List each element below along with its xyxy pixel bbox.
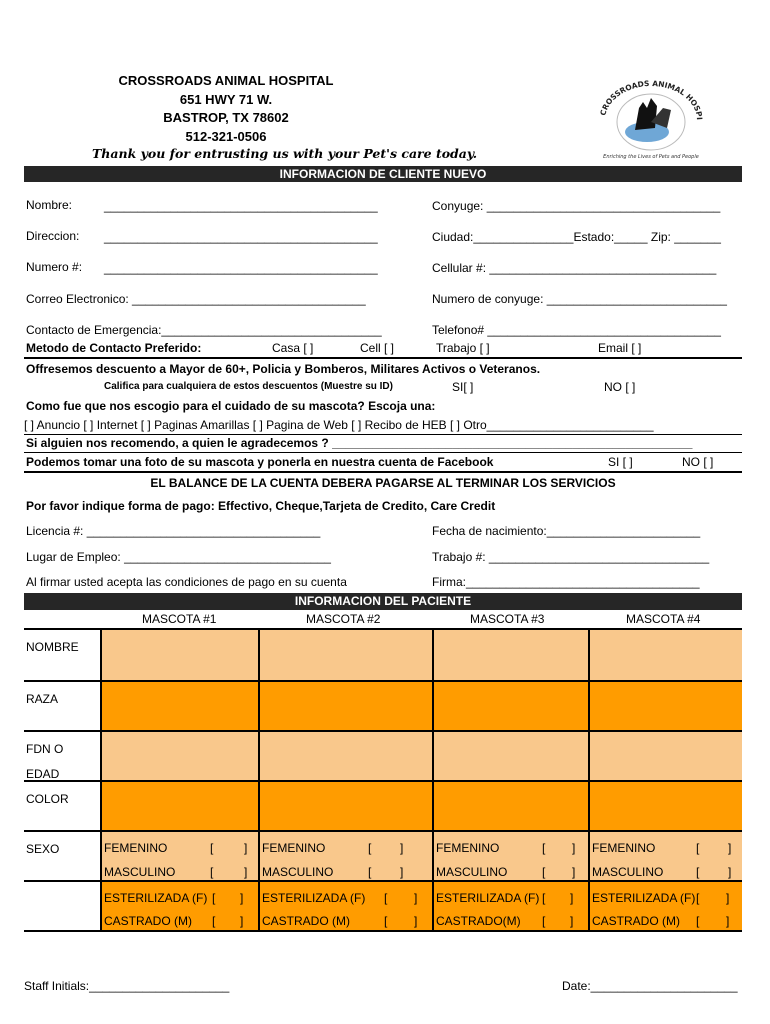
nombre-cell-1[interactable]	[100, 630, 258, 680]
sexo-cell-2	[258, 832, 432, 880]
conyuge-field[interactable]: Conyuge: ___________________________________	[432, 199, 721, 213]
date-field[interactable]: Date:______________________	[562, 979, 738, 993]
row-label-edad: EDAD	[26, 767, 60, 781]
esterilizada-option[interactable]: ESTERILIZADA (F)	[436, 891, 540, 905]
bracket: ]	[728, 841, 732, 855]
casa-checkbox[interactable]: Casa [ ]	[272, 341, 314, 355]
nombre-label: Nombre:	[26, 198, 73, 212]
divider	[24, 471, 742, 473]
raza-cell-4[interactable]	[588, 682, 742, 730]
bracket: [	[542, 865, 546, 879]
section-client-title: INFORMACION DE CLIENTE NUEVO	[24, 166, 742, 182]
divider	[24, 434, 742, 435]
bracket: ]	[244, 865, 248, 879]
balance-notice: EL BALANCE DE LA CUENTA DEBERA PAGARSE AL TERMINAR LOS SERVICIOS	[150, 476, 616, 490]
bracket: ]	[240, 914, 244, 928]
bracket: ]	[572, 865, 576, 879]
califica-text: Califica para cualquiera de estos descuentos (Muestre su ID)	[104, 381, 393, 392]
bracket: [	[696, 891, 700, 905]
femenino-option[interactable]: FEMENINO	[436, 841, 500, 855]
color-cell-4[interactable]	[588, 782, 742, 830]
logo-arc-text: CROSSROADS ANIMAL HOSPI	[598, 78, 705, 121]
fix-cell-2	[258, 882, 432, 930]
masculino-option[interactable]: MASCULINO	[262, 865, 334, 879]
column-mascota-1: MASCOTA #1	[142, 612, 217, 626]
telefono-field[interactable]: Telefono# ___________________________________	[432, 323, 721, 337]
clinic-logo	[595, 78, 707, 162]
bracket: [	[368, 841, 372, 855]
bracket: ]	[572, 841, 576, 855]
bracket: ]	[414, 891, 418, 905]
fix-cell-4	[588, 882, 742, 930]
table-row	[24, 732, 742, 782]
bracket: [	[210, 841, 214, 855]
numero-conyuge-field[interactable]: Numero de conyuge: ___________________________	[432, 292, 727, 306]
bracket: [	[542, 891, 546, 905]
descuento-si-checkbox[interactable]: SI[ ]	[452, 380, 474, 394]
edad-cell-1[interactable]	[100, 732, 258, 780]
bracket: [	[210, 865, 214, 879]
edad-cell-4[interactable]	[588, 732, 742, 780]
nombre-cell-4[interactable]	[588, 630, 742, 680]
bracket: ]	[726, 914, 730, 928]
sexo-cell-3	[432, 832, 588, 880]
bracket: ]	[726, 891, 730, 905]
ciudad-estado-zip-field[interactable]: Ciudad:_______________Estado:_____ Zip: _______	[432, 230, 721, 244]
color-cell-1[interactable]	[100, 782, 258, 830]
logo-slogan: Enriching the Lives of Pets and People	[603, 154, 699, 160]
descuento-no-checkbox[interactable]: NO [ ]	[604, 380, 636, 394]
forma-pago-text: Por favor indique forma de pago: Effectivo, Cheque,Tarjeta de Credito, Care Credit	[26, 499, 496, 513]
bracket: [	[384, 891, 388, 905]
femenino-option[interactable]: FEMENINO	[104, 841, 168, 855]
bracket: ]	[244, 841, 248, 855]
nacimiento-field[interactable]: Fecha de nacimiento:_______________________	[432, 524, 701, 538]
bracket: ]	[414, 914, 418, 928]
sexo-cell-1	[100, 832, 258, 880]
fix-cell-3	[432, 882, 588, 930]
edad-cell-2[interactable]	[258, 732, 432, 780]
masculino-option[interactable]: MASCULINO	[436, 865, 508, 879]
masculino-option[interactable]: MASCULINO	[104, 865, 176, 879]
bracket: ]	[728, 865, 732, 879]
esterilizada-option[interactable]: ESTERILIZADA (F)	[104, 891, 208, 905]
divider	[24, 452, 742, 453]
trabajo-numero-field[interactable]: Trabajo #: _________________________________	[432, 550, 710, 564]
raza-cell-2[interactable]	[258, 682, 432, 730]
fix-cell-1	[100, 882, 258, 930]
bracket: [	[212, 914, 216, 928]
column-mascota-4: MASCOTA #4	[626, 612, 701, 626]
table-row	[24, 682, 742, 732]
column-mascota-2: MASCOTA #2	[306, 612, 381, 626]
table-row	[24, 630, 742, 682]
castrado-option[interactable]: CASTRADO (M)	[592, 914, 680, 928]
descuento-text: Offresemos descuento a Mayor de 60+, Policia y Bomberos, Militares Activos o Veteranos.	[26, 362, 541, 376]
column-mascota-3: MASCOTA #3	[470, 612, 545, 626]
section-patient-title: INFORMACION DEL PACIENTE	[24, 593, 742, 610]
table-row	[24, 832, 742, 882]
castrado-option[interactable]: CASTRADO(M)	[436, 914, 521, 928]
staff-initials-field[interactable]: Staff Initials:_____________________	[24, 979, 230, 993]
licencia-field[interactable]: Licencia #: ___________________________________	[26, 524, 321, 538]
row-label-sexo: SEXO	[26, 842, 60, 856]
divider	[24, 357, 742, 359]
bracket: ]	[400, 841, 404, 855]
clinic-street: 651 HWY 71 W.	[179, 91, 273, 107]
patient-table	[24, 628, 742, 930]
bracket: [	[212, 891, 216, 905]
bracket: [	[384, 914, 388, 928]
bracket: [	[696, 914, 700, 928]
direccion-label: Direccion:	[26, 229, 80, 243]
castrado-option[interactable]: CASTRADO (M)	[104, 914, 192, 928]
row-label-fdn: FDN O	[26, 742, 64, 756]
empleo-field[interactable]: Lugar de Empleo: _______________________________	[26, 550, 331, 564]
metodo-contacto-label: Metodo de Contacto Preferido:	[26, 341, 202, 355]
color-cell-3[interactable]	[432, 782, 588, 830]
femenino-option[interactable]: FEMENINO	[592, 841, 656, 855]
recomendo-field[interactable]: Si alguien nos recomendo, a quien le agradecemos ? ______________________________________________________	[26, 436, 693, 450]
trabajo-checkbox[interactable]: Trabajo [ ]	[436, 341, 490, 355]
correo-field[interactable]: Correo Electronico: ___________________________________	[26, 292, 366, 306]
cell-checkbox[interactable]: Cell [ ]	[360, 341, 395, 355]
email-checkbox[interactable]: Email [ ]	[598, 341, 642, 355]
clinic-city: BASTROP, TX 78602	[163, 110, 289, 125]
table-row	[24, 782, 742, 832]
masculino-option[interactable]: MASCULINO	[592, 865, 664, 879]
foto-no-checkbox[interactable]: NO [ ]	[682, 455, 714, 469]
esterilizada-option[interactable]: ESTERILIZADA (F)	[262, 891, 366, 905]
row-label-color: COLOR	[26, 792, 69, 806]
table-row	[24, 882, 742, 932]
contacto-emergencia-field[interactable]: Contacto de Emergencia:_________________________________	[26, 323, 382, 337]
numero-field[interactable]: _________________________________________	[104, 261, 378, 275]
castrado-option[interactable]: CASTRADO (M)	[262, 914, 350, 928]
nombre-field[interactable]: _________________________________________	[104, 199, 378, 213]
direccion-field[interactable]: _________________________________________	[104, 230, 378, 244]
esterilizada-option[interactable]: ESTERILIZADA (F)	[592, 891, 696, 905]
nombre-cell-2[interactable]	[258, 630, 432, 680]
foto-si-checkbox[interactable]: SI [ ]	[608, 455, 633, 469]
bracket: ]	[400, 865, 404, 879]
bracket: ]	[240, 891, 244, 905]
sexo-cell-4	[588, 832, 742, 880]
bracket: ]	[570, 914, 574, 928]
clinic-phone: 512-321-0506	[185, 128, 267, 144]
row-label-raza: RAZA	[26, 692, 59, 706]
bracket: [	[542, 914, 546, 928]
referral-options[interactable]: [ ] Anuncio [ ] Internet [ ] Paginas Amarillas [ ] Pagina de Web [ ] Recibo de HEB [ ] Otro_________________________	[24, 418, 654, 432]
numero-label: Numero #:	[26, 260, 83, 274]
bracket: [	[696, 841, 700, 855]
bracket: [	[542, 841, 546, 855]
firmar-text: Al firmar usted acepta las condiciones de pago en su cuenta	[26, 575, 347, 589]
clinic-name: CROSSROADS ANIMAL HOSPITAL	[118, 73, 334, 88]
color-cell-2[interactable]	[258, 782, 432, 830]
foto-question: Podemos tomar una foto de su mascota y ponerla en nuestra cuenta de Facebook	[26, 455, 494, 469]
raza-cell-1[interactable]	[100, 682, 258, 730]
tagline: Thank you for entrusting us with your Pet's care today.	[92, 146, 478, 161]
bracket: ]	[570, 891, 574, 905]
bracket: [	[368, 865, 372, 879]
edad-cell-3[interactable]	[432, 732, 588, 780]
raza-cell-3[interactable]	[432, 682, 588, 730]
cellular-field[interactable]: Cellular #: __________________________________	[432, 261, 717, 275]
como-fue-question: Como fue que nos escogio para el cuidado de su mascota? Escoja una:	[26, 399, 436, 413]
femenino-option[interactable]: FEMENINO	[262, 841, 326, 855]
firma-field[interactable]: Firma:___________________________________	[432, 575, 700, 589]
nombre-cell-3[interactable]	[432, 630, 588, 680]
bracket: [	[696, 865, 700, 879]
row-label-nombre: NOMBRE	[26, 640, 79, 654]
